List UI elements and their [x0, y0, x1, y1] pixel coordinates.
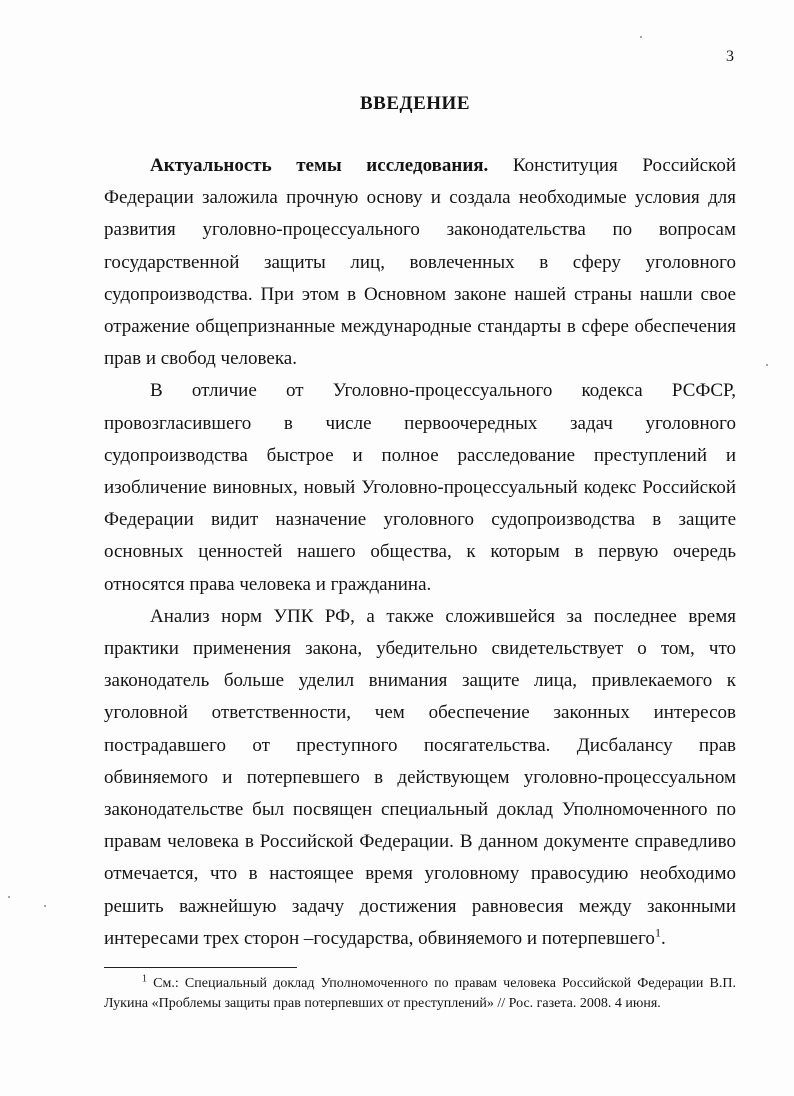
paragraph-analysis [104, 601, 736, 955]
footnote [104, 974, 736, 1014]
scan-speck [640, 36, 642, 38]
footnote-divider [104, 967, 297, 968]
paragraph-text: Конституция Российской Федерации заложила прочную основу и создала необходимые условия для развития уголовно-процессуального законодательства по вопросам государственной защиты лиц, вовлеченных в сферу уголовного судопроизводства. При этом в Основном законе нашей страны нашли свое отражение общепризнанные международные стандарты в сфере обеспечения прав и свобод человека. [104, 155, 736, 370]
footnote-text: См.: Специальный доклад Уполномоченного по правам человека Российской Федерации В.П. Лукина «Проблемы защиты прав потерпевших от преступлений» // Рос. газета. 2008. 4 июня. [104, 976, 736, 1011]
paragraph-text: В отличие от Уголовно-процессуального кодекса РСФСР, провозгласившего в числе первоочередных задач уголовного судопроизводства быстрое и полное расследование преступлений и изобличение виновных, новый Уголовно-процессуальный кодекс Российской Федерации видит назначение уголовного судопроизводства в защите основных ценностей нашего общества, к которым в первую очередь относятся права человека и гражданина. [104, 380, 736, 595]
paragraph-tail: . [660, 927, 666, 949]
section-heading: ВВЕДЕНИЕ [360, 93, 470, 114]
scan-speck [766, 364, 768, 366]
paragraph-code-comparison [104, 375, 736, 600]
body-text [104, 150, 736, 955]
scan-speck [8, 896, 10, 898]
paragraph-relevance [104, 150, 736, 375]
page-number: 3 [726, 48, 734, 65]
paragraph-text: Анализ норм УПК РФ, а также сложившейся за последнее время практики применения закона, убедительно свидетельствует о том, что законодатель больше уделил внимания защите лица, привлекаемого к уголовной ответственности, чем обеспечение законных интересов пострадавшего от преступного посягательства. Дисбалансу прав обвиняемого и потерпевшего в действующем уголовно-процессуальном законодательстве был посвящен специальный доклад Уполномоченного по правам человека в Российской Федерации. В данном документе справедливо отмечается, что в настоящее время уголовному правосудию необходимо решить важнейшую задачу достижения равновесия между законными интересами трех сторон –государства, обвиняемого и потерпевшего [104, 605, 736, 949]
scan-speck [44, 905, 46, 907]
footnote-reference[interactable]: 1 [654, 925, 661, 940]
paragraph-lead: Актуальность темы исследования. [150, 155, 489, 176]
footnote-number: 1 [142, 973, 147, 985]
